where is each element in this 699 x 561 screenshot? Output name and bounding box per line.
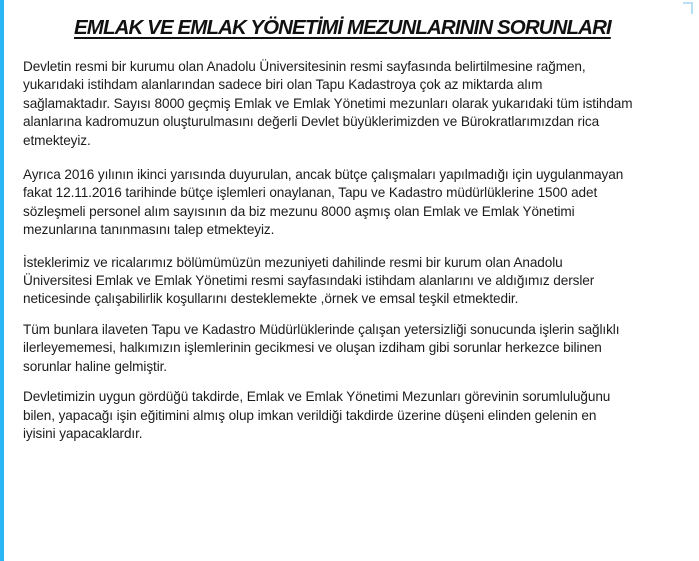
paragraph-4: [23, 321, 673, 376]
paragraph-line: sözleşmeli personel alım sayısının da biz mezunu 8000 aşmış olan Emlak ve Emlak Yönetimi: [23, 203, 575, 219]
paragraph-3: [23, 254, 673, 309]
paragraph-line: Devletin resmi bir kurumu olan Anadolu Üniversitesinin resmi sayfasında belirtilmesine rağmen,: [23, 59, 586, 74]
paragraph-line: yukarıdaki istihdam alanlarından sadece biri olan Tapu Kadastroya çok az miktarda alım: [23, 77, 543, 93]
paragraph-line: mezunlarına tanınmasını talep etmekteyiz.: [23, 222, 275, 238]
page-corner-mark: [683, 2, 693, 14]
paragraph-line: bilen, yapacağı işin eğitimini almış olup imkan verildiği takdirde üzerine düşeni elinden gelenin en: [23, 407, 597, 423]
paragraph-line: ilerleyememesi, halkımızın işlemlerinin gecikmesi ve oluşan izdiham gibi sorunlar herkezce bilinen: [23, 340, 602, 356]
paragraph-line: Ayrıca 2016 yılının ikinci yarısında duyurulan, ancak bütçe çalışmaları yapılmadığı için uygulanmayan: [23, 167, 624, 183]
document-body: [23, 14, 673, 443]
paragraph-5: [23, 388, 673, 443]
paragraph-line: etmekteyiz.: [23, 132, 91, 148]
paragraph-line: iyisini yapacaklardır.: [23, 425, 143, 441]
paragraph-line: Devletimizin uygun gördüğü takdirde, Emlak ve Emlak Yönetimi Mezunları görevinin sorumluluğunu: [23, 389, 611, 405]
paragraph-line: sorunlar haline gelmiştir.: [23, 358, 167, 374]
paragraph-line: İsteklerimiz ve ricalarımız bölümümüzün mezuniyeti dahilinde resmi bir kurum olan Anadolu: [23, 254, 563, 270]
document-title: EMLAK VE EMLAK YÖNETİMİ MEZUNLARININ SORUNLARI: [74, 16, 611, 39]
paragraph-line: neticesinde çalışabilirlik koşullarını desteklemekte ,örnek ve emsal teşkil etmektedir.: [23, 291, 519, 307]
paragraph-line: Tüm bunlara ilaveten Tapu ve Kadastro Müdürlüklerinde çalışan yetersizliği sonucunda işlerin sağlıklı: [23, 321, 620, 337]
left-accent-bar: [0, 0, 4, 561]
paragraph-2: [23, 166, 673, 240]
paragraph-1: [23, 58, 673, 150]
paragraph-line: sağlamaktadır. Sayısı 8000 geçmiş Emlak ve Emlak Yönetimi mezunları olarak yukarıdaki tüm istihdam: [23, 95, 633, 111]
paragraph-line: Üniversitesi Emlak ve Emlak Yönetimi resmi sayfasındaki istihdam alanlarını ve aldığımız dersler: [23, 273, 595, 289]
paragraph-line: fakat 12.11.2016 tarihinde bütçe işlemleri onaylanan, Tapu ve Kadastro müdürlüklerine 1500 adet: [23, 185, 598, 201]
paragraph-line: alanlarına kadromuzun oluşturulmasını değerli Devlet büyüklerimizden ve Bürokratlarımızdan rica: [23, 114, 600, 130]
